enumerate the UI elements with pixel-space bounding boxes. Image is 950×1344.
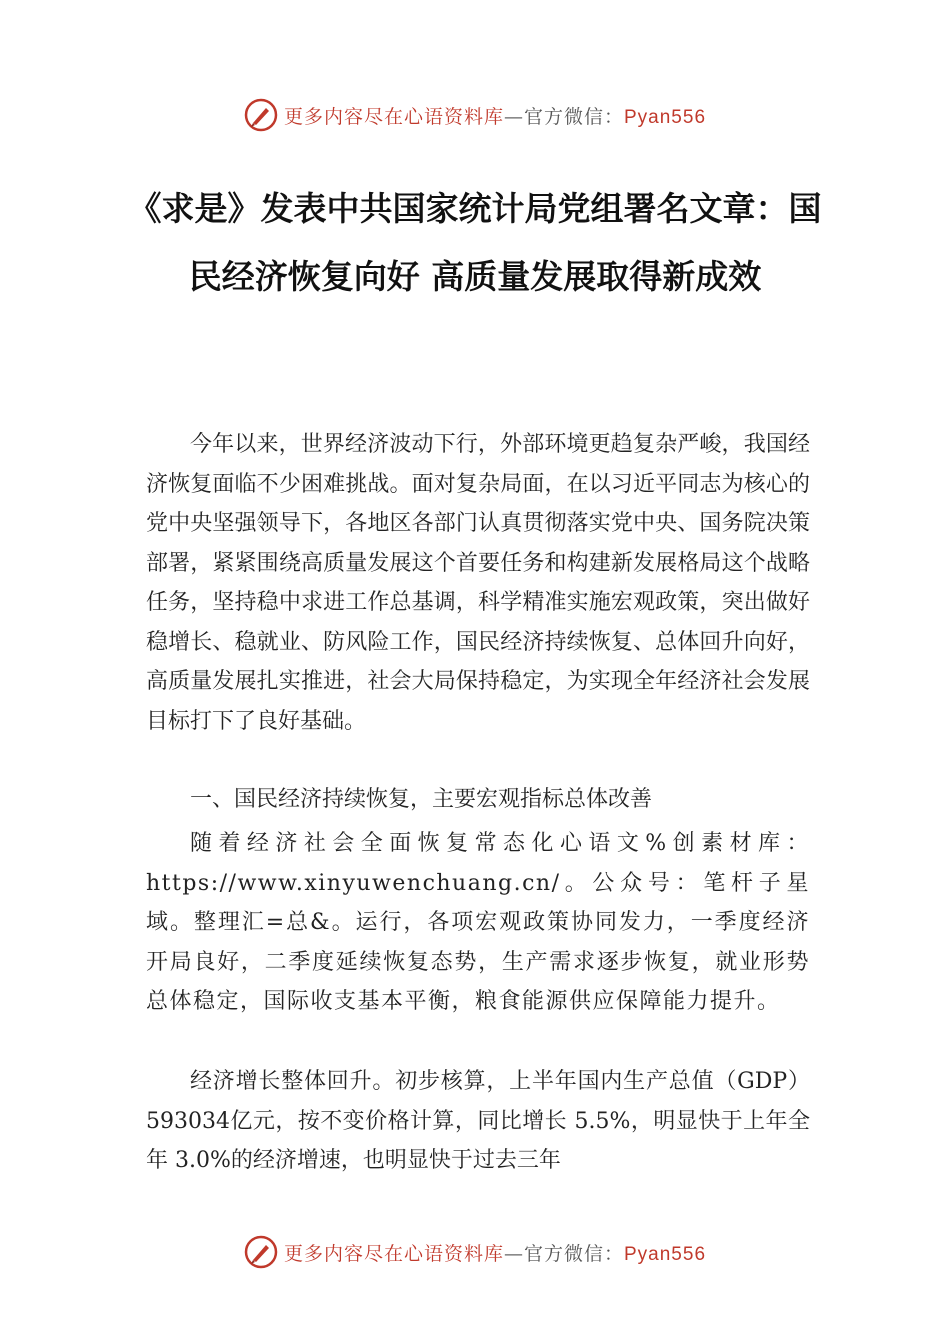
header-banner [0,95,950,135]
article-title: 《求是》发表中共国家统计局党组署名文章：国民经济恢复向好 高质量发展取得新成效 [128,189,822,296]
pen-logo-icon [244,98,278,132]
banner-text: 更多内容尽在心语资料库—官方微信：Pyan556 [283,1242,707,1265]
paragraph-gdp: 经济增长整体回升。初步核算，上半年国内生产总值（GDP）593034亿元，按不变价格计算，同比增长 5.5%，明显快于上年全年 3.0%的经济增速，也明显快于过去三年 [146,1069,810,1173]
section-heading: 一、国民经济持续恢复，主要宏观指标总体改善 [190,787,653,812]
paragraph-intro: 今年以来，世界经济波动下行，外部环境更趋复杂严峻，我国经济恢复面临不少困难挑战。面对复杂局面，在以习近平同志为核心的党中央坚强领导下，各地区各部门认真贯彻落实党中央、国务院决策部署，紧紧围绕高质量发展这个首要任务和构建新发展格局这个战略任务，坚持稳中求进工作总基调，科学精准实施宏观政策，突出做好稳增长、稳就业、防风险工作，国民经济持续恢复、总体回升向好，高质量发展扎实推进，社会大局保持稳定，为实现全年经济社会发展目标打下了良好基础。 [146,432,810,734]
banner-text: 更多内容尽在心语资料库—官方微信：Pyan556 [283,105,707,128]
footer-banner [0,1232,950,1272]
pen-logo-icon [244,1235,278,1269]
paragraph-section-one: 随着经济社会全面恢复常态化心语文%创素材库：https://www.xinyuwenchuang.cn/。公众号：笔杆子星域。整理汇=总&。运行，各项宏观政策协同发力，一季度经济开局良好，二季度延续恢复态势，生产需求逐步恢复，就业形势总体稳定，国际收支基本平衡，粮食能源供应保障能力提升。 [146,831,810,1014]
